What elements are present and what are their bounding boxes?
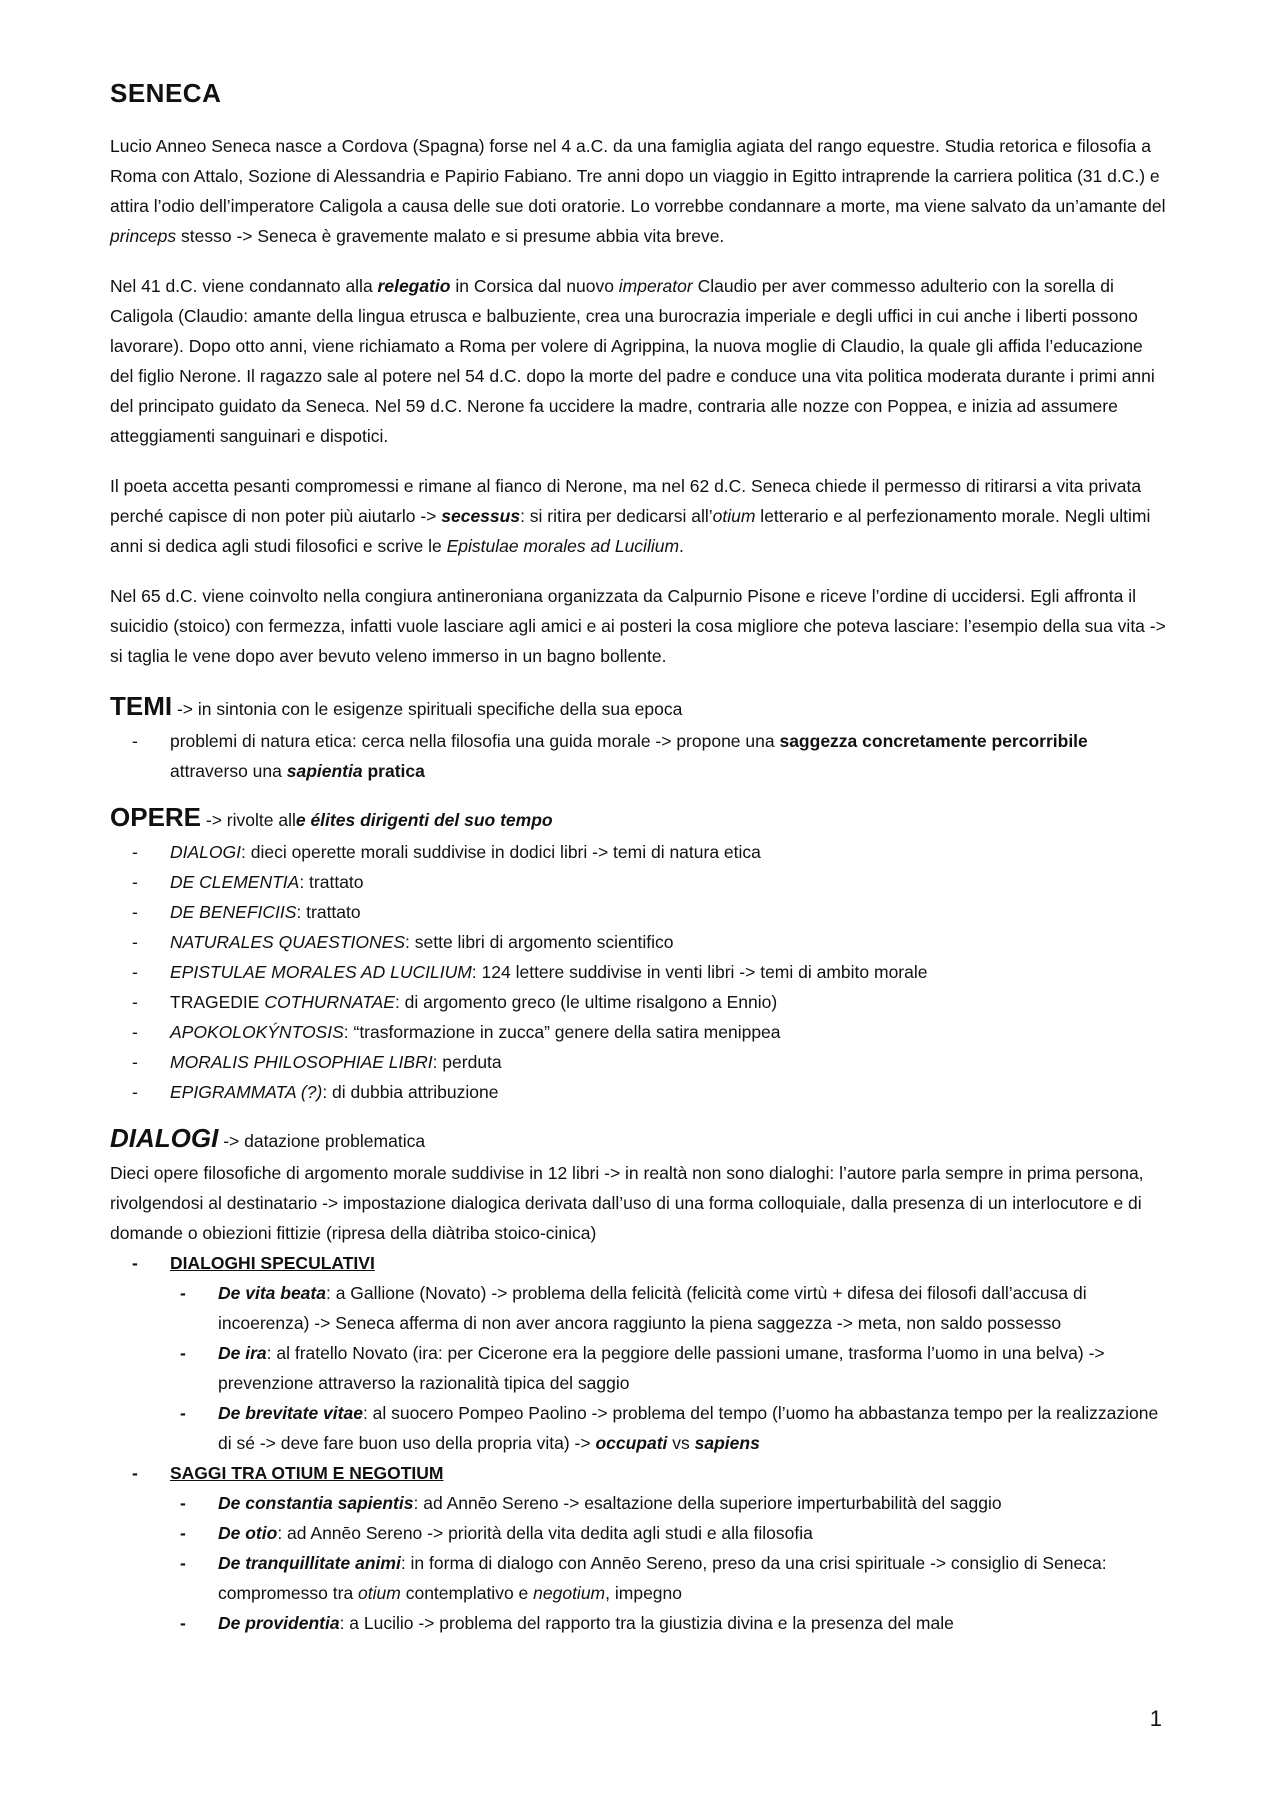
text: vs: [667, 1433, 695, 1453]
text: : a Gallione (Novato) -> problema della felicità (felicità come virtù + difesa dei filosofi dall’accusa di incoerenza) -> Seneca afferma di non aver ancora raggiunto la piena saggezza -> meta, non saldo possesso: [218, 1283, 1087, 1333]
text: : trattato: [299, 872, 364, 892]
text: .: [679, 536, 684, 556]
text: : sette libri di argomento scientifico: [405, 932, 674, 952]
list-item: [110, 987, 1170, 1017]
list-item: [110, 1548, 1170, 1608]
work-title: APOKOLOKÝNTOSIS: [170, 1022, 344, 1042]
paragraph-biography-3: [110, 471, 1170, 561]
section-opere-heading: [110, 802, 1170, 835]
group2-list: [110, 1488, 1170, 1638]
list-item: [110, 1518, 1170, 1548]
page-number: 1: [1149, 1706, 1162, 1731]
temi-list: [110, 726, 1170, 786]
list-item: [110, 927, 1170, 957]
italic-term: Epistulae morales ad Lucilium: [446, 536, 680, 556]
text: in Corsica dal nuovo: [450, 276, 619, 296]
work-title: EPIGRAMMATA (?): [170, 1082, 323, 1102]
bold-term: saggezza concretamente percorribile: [779, 731, 1088, 751]
text: : al fratello Novato (ira: per Cicerone era la peggiore delle passioni umane, trasforma l’uomo in una belva) -> prevenzione attraverso la razionalità tipica del saggio: [218, 1343, 1105, 1393]
text: contemplativo e: [400, 1583, 534, 1603]
list-item: [110, 837, 1170, 867]
group-item: [110, 1458, 1170, 1488]
work-title: De tranquillitate animi: [218, 1553, 401, 1573]
text: : in forma di dialogo con Annēo Sereno, preso da una crisi spirituale -> consiglio di Seneca: compromesso tra: [218, 1553, 1107, 1603]
list-item: [110, 1608, 1170, 1638]
section-title: DIALOGI: [110, 1123, 219, 1153]
work-title: DE CLEMENTIA: [170, 872, 300, 892]
list-item: [110, 897, 1170, 927]
list-item: [110, 1017, 1170, 1047]
bold-italic-term: sapiens: [694, 1433, 760, 1453]
text: Nel 41 d.C. viene condannato alla: [110, 276, 378, 296]
list-item: [110, 1398, 1170, 1458]
text: : ad Annēo Sereno -> esaltazione della superiore imperturbabilità del saggio: [413, 1493, 1002, 1513]
bold-italic-term: sapientia: [286, 761, 363, 781]
group1-list: [110, 1278, 1170, 1458]
list-item: [110, 1488, 1170, 1518]
text: : dieci operette morali suddivise in dodici libri -> temi di natura etica: [241, 842, 761, 862]
list-item: [110, 1278, 1170, 1338]
bold-italic-term: occupati: [595, 1433, 668, 1453]
text: problemi di natura etica: cerca nella filosofia una guida morale -> propone una: [170, 731, 780, 751]
text: Lucio Anneo Seneca nasce a Cordova (Spagna) forse nel 4 a.C. da una famiglia agiata del rango equestre. Studia retorica e filosofia a Roma con Attalo, Sozione di Alessandria e Papirio Fabiano. Tre anni dopo un viaggio in Egitto intraprende la carriera politica (31 d.C.) e attira l’odio dell’imperatore Caligola a causa delle sue doti oratorie. Lo vorrebbe condannare a morte, ma viene salvato da un’amante del: [110, 136, 1166, 216]
bold-italic-term: relegatio: [377, 276, 451, 296]
text: : a Lucilio -> problema del rapporto tra la giustizia divina e la presenza del male: [339, 1613, 954, 1633]
list-item: [110, 1338, 1170, 1398]
dialogi-groups-2: [110, 1458, 1170, 1488]
text: : al suocero Pompeo Paolino -> problema del tempo (l’uomo ha abbastanza tempo per la realizzazione di sé -> deve fare buon uso della propria vita) ->: [218, 1403, 1159, 1453]
text: : “trasformazione in zucca” genere della satira menippea: [343, 1022, 781, 1042]
dialogi-groups: [110, 1248, 1170, 1278]
section-temi-heading: [110, 691, 1170, 724]
list-item: [110, 1077, 1170, 1107]
text: : di argomento greco (le ultime risalgono a Ennio): [394, 992, 778, 1012]
work-title: De brevitate vitae: [218, 1403, 363, 1423]
list-item: [110, 726, 1170, 786]
section-subtitle: -> datazione problematica: [218, 1131, 426, 1151]
text: : 124 lettere suddivise in venti libri -> temi di ambito morale: [471, 962, 928, 982]
italic-term: imperator: [618, 276, 693, 296]
paragraph-biography-4: Nel 65 d.C. viene coinvolto nella congiura antineroniana organizzata da Calpurnio Pisone e riceve l’ordine di uccidersi. Egli affronta il suicidio (stoico) con fermezza, infatti vuole lasciare agli amici e ai posteri la cosa migliore che poteva lasciare: l’esempio della sua vita -> si taglia le vene dopo aver bevuto veleno immerso in un bagno bollente.: [110, 586, 1166, 666]
text: stesso -> Seneca è gravemente malato e si presume abbia vita breve.: [176, 226, 725, 246]
group-label: SAGGI TRA OTIUM E NEGOTIUM: [170, 1463, 444, 1483]
list-item: [110, 1047, 1170, 1077]
work-title: NATURALES QUAESTIONES: [170, 932, 406, 952]
italic-term: negotium: [533, 1583, 606, 1603]
text: attraverso una: [170, 761, 287, 781]
work-title: EPISTULAE MORALES AD LUCILIUM: [170, 962, 472, 982]
work-title: DE BENEFICIIS: [170, 902, 297, 922]
paragraph-biography-1: [110, 131, 1170, 251]
section-subtitle: -> in sintonia con le esigenze spirituali specifiche della sua epoca: [172, 699, 683, 719]
list-item: [110, 957, 1170, 987]
work-title: De providentia: [218, 1613, 340, 1633]
work-title: MORALIS PHILOSOPHIAE LIBRI: [170, 1052, 433, 1072]
bold-term: pratica: [362, 761, 425, 781]
text: TRAGEDIE: [170, 992, 265, 1012]
page-title: SENECA: [110, 78, 222, 108]
section-dialogi-heading: [110, 1123, 1170, 1156]
text: : di dubbia attribuzione: [322, 1082, 499, 1102]
bold-italic-term: e élites dirigenti del suo tempo: [295, 810, 553, 830]
italic-term: princeps: [110, 226, 177, 246]
bold-italic-term: secessus: [441, 506, 521, 526]
text: , impegno: [605, 1583, 682, 1603]
list-item: [110, 867, 1170, 897]
italic-term: otium: [712, 506, 756, 526]
section-title: OPERE: [110, 802, 202, 832]
section-title: TEMI: [110, 691, 173, 721]
dialogi-intro: Dieci opere filosofiche di argomento morale suddivise in 12 libri -> in realtà non sono dialoghi: l’autore parla sempre in prima persona, rivolgendosi al destinatario -> impostazione dialogica derivata dall’uso di una forma colloquiale, dalla presenza di un interlocutore e di domande o obiezioni fittizie (ripresa della diàtriba stoico-cinica): [110, 1163, 1144, 1243]
work-title: COTHURNATAE: [264, 992, 395, 1012]
work-title: DIALOGI: [170, 842, 241, 862]
group-label: DIALOGHI SPECULATIVI: [170, 1253, 375, 1273]
text: letterario e al perfezionamento morale. Negli ultimi anni si dedica agli studi filosofici e scrive le: [110, 506, 1151, 556]
work-title: De vita beata: [218, 1283, 326, 1303]
section-subtitle: -> rivolte all: [201, 810, 296, 830]
text: Il poeta accetta pesanti compromessi e rimane al fianco di Nerone, ma nel 62 d.C. Seneca chiede il permesso di ritirarsi a vita privata perché capisce di non poter più aiutarlo ->: [110, 476, 1142, 526]
document-page: [110, 78, 1170, 1638]
work-title: De ira: [218, 1343, 267, 1363]
text: : si ritira per dedicarsi all’: [520, 506, 713, 526]
text: : trattato: [296, 902, 361, 922]
opere-list: [110, 837, 1170, 1107]
work-title: De otio: [218, 1523, 278, 1543]
text: : perduta: [432, 1052, 502, 1072]
text: : ad Annēo Sereno -> priorità della vita dedita agli studi e alla filosofia: [277, 1523, 813, 1543]
work-title: De constantia sapientis: [218, 1493, 414, 1513]
group-item: [110, 1248, 1170, 1278]
paragraph-biography-2: [110, 271, 1170, 451]
text: Claudio per aver commesso adulterio con la sorella di Caligola (Claudio: amante della lingua etrusca e balbuziente, crea una burocrazia imperiale e degli uffici in cui anche i liberti possono lavorare). Dopo otto anni, viene richiamato a Roma per volere di Agrippina, la nuova moglie di Claudio, la quale gli affida l’educazione del figlio Nerone. Il ragazzo sale al potere nel 54 d.C. dopo la morte del padre e conduce una vita politica moderata durante i primi anni del principato guidato da Seneca. Nel 59 d.C. Nerone fa uccidere la madre, contraria alle nozze con Poppea, e inizia ad assumere atteggiamenti sanguinari e dispotici.: [110, 276, 1155, 446]
italic-term: otium: [358, 1583, 401, 1603]
